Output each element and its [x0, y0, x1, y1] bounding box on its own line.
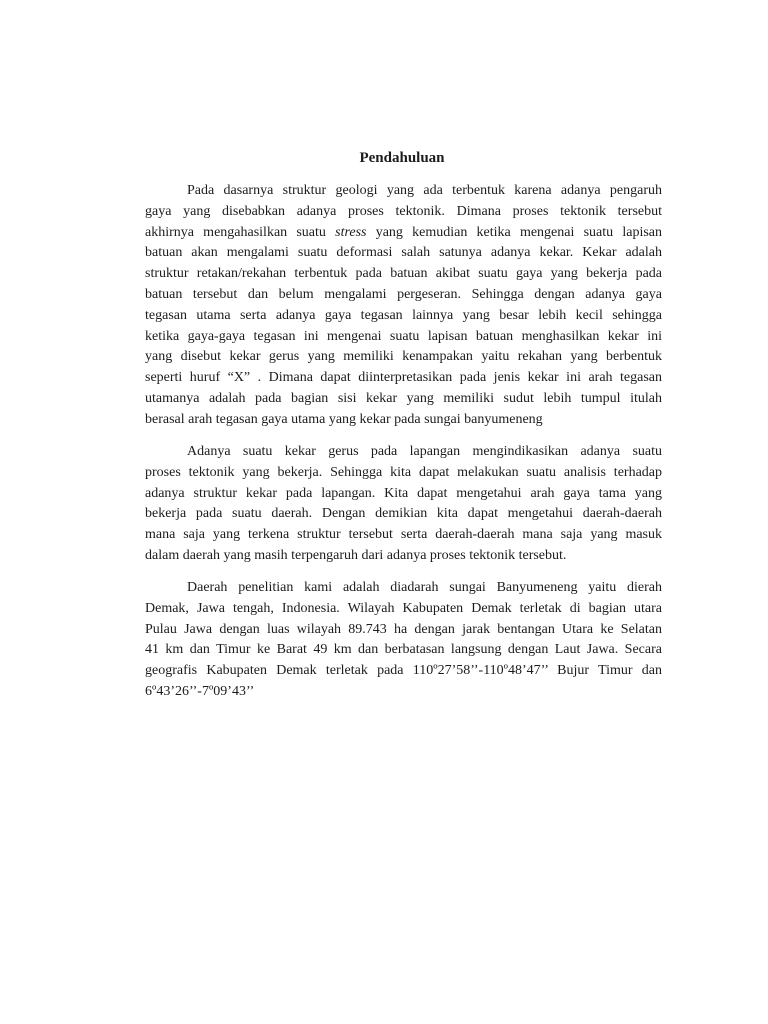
paragraph	[145, 442, 662, 567]
text-line: utamanya adalah pada bagian sisi kekar yang memiliki sudut lebih tumpul itulah	[145, 390, 662, 406]
text-line: batuan akan mengalami suatu deformasi salah satunya adanya kekar. Kekar adalah	[145, 245, 662, 261]
italic-term-stress: stress	[335, 224, 367, 240]
text-line: gaya yang disebabkan adanya proses tektonik. Dimana proses tektonik tersebut	[145, 203, 662, 219]
text-segment: yang kemudian ketika mengenai suatu lapisan	[366, 224, 662, 240]
paragraph-1	[145, 181, 662, 431]
text-line: Pada dasarnya struktur geologi yang ada terbentuk karena adanya pengaruh	[187, 183, 662, 198]
text-line: Daerah penelitian kami adalah diadarah sungai Banyumeneng yaitu dierah	[187, 580, 662, 595]
text-line: mana saja yang terkena struktur tersebut serta daerah-daerah mana saja yang masuk	[145, 527, 662, 543]
paragraph	[145, 181, 662, 431]
paragraph	[145, 578, 662, 703]
text-line: ketika gaya-gaya tegasan ini mengenai suatu lapisan batuan menghasilkan kekar ini	[145, 328, 662, 344]
text-line: proses tektonik yang bekerja. Sehingga kita dapat melakukan suatu analisis terhadap	[145, 464, 662, 480]
document-title: Pendahuluan	[359, 150, 445, 166]
text-line: adanya struktur kekar pada lapangan. Kita dapat mengetahui arah gaya tama yang	[145, 485, 662, 501]
text-line: Pulau Jawa dengan luas wilayah 89.743 ha dengan jarak bentangan Utara ke Selatan	[145, 621, 662, 637]
text-line: Adanya suatu kekar gerus pada lapangan mengindikasikan adanya suatu	[187, 444, 662, 459]
text-line: batuan tersebut dan belum mengalami pergeseran. Sehingga dengan adanya gaya	[145, 286, 662, 302]
text-line: dalam daerah yang masih terpengaruh dari adanya proses tektonik tersebut.	[145, 547, 567, 563]
text-line: 6º43’26’’-7º09’43’’	[145, 683, 255, 699]
text-line: seperti huruf “X” . Dimana dapat diinterpretasikan pada jenis kekar ini arah tegasan	[145, 370, 662, 386]
text-line: berasal arah tegasan gaya utama yang kekar pada sungai banyumeneng	[145, 411, 543, 427]
text-line: yang disebut kekar gerus yang memiliki kenampakan yaitu rekahan yang berbentuk	[145, 349, 662, 365]
paragraph-3	[145, 578, 662, 703]
text-line: geografis Kabupaten Demak terletak pada 110º27’58’’-110º48’47’’ Bujur Timur dan	[145, 663, 662, 679]
text-line: bekerja pada suatu daerah. Dengan demikian kita dapat mengetahui daerah-daerah	[145, 506, 662, 522]
text-line	[145, 223, 662, 244]
text-line: 41 km dan Timur ke Barat 49 km dan berbatasan langsung dengan Laut Jawa. Secara	[145, 642, 662, 658]
text-line: Demak, Jawa tengah, Indonesia. Wilayah Kabupaten Demak terletak di bagian utara	[145, 600, 662, 616]
text-segment: akhirnya mengahasilkan suatu	[145, 224, 336, 240]
text-line: struktur retakan/rekahan terbentuk pada batuan akibat suatu gaya yang bekerja pada	[145, 266, 662, 282]
text-line: tegasan utama serta adanya gaya tegasan lainnya yang besar lebih kecil sehingga	[145, 307, 662, 323]
paragraph-2	[145, 442, 662, 567]
